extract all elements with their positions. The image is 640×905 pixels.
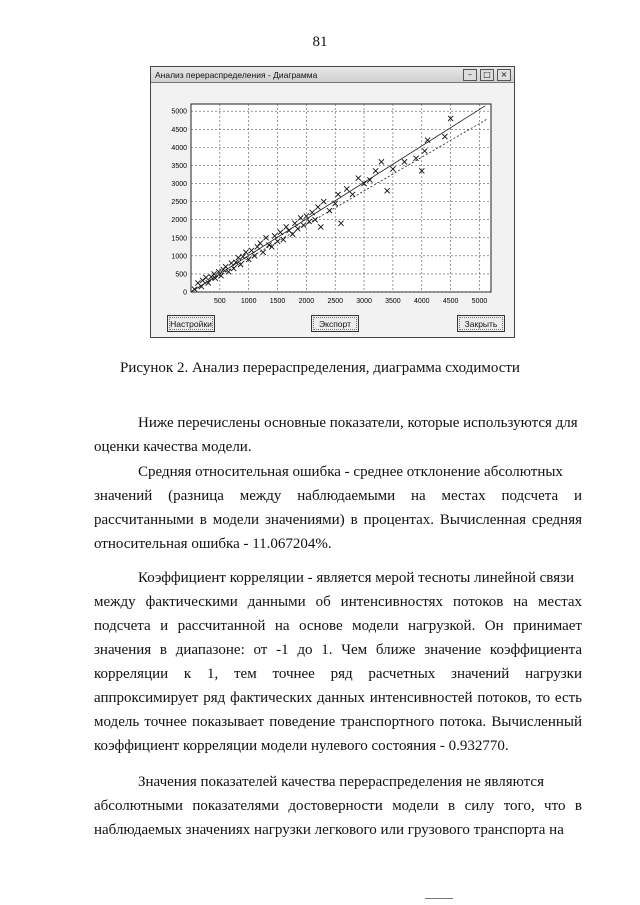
export-button[interactable]: Экспорт <box>311 315 359 332</box>
y-tick-label: 2500 <box>171 199 187 207</box>
paragraph-1-first-line: Ниже перечислены основные показатели, которые используются для <box>138 415 578 431</box>
figure-caption: Рисунок 2. Анализ перераспределения, диаграмма сходимости <box>120 360 520 376</box>
y-tick-label: 5000 <box>171 108 187 116</box>
paragraph-4 <box>94 770 582 842</box>
x-tick-label: 4000 <box>413 298 430 305</box>
y-tick-label: 3500 <box>171 162 187 170</box>
paragraph-4-first-line: Значения показателей качества перераспределения не являются <box>138 774 544 790</box>
window-title: Анализ перераспределения - Диаграмма <box>155 70 318 80</box>
maximize-icon[interactable]: □ <box>480 69 494 81</box>
page-number: 81 <box>312 34 328 50</box>
x-tick-label: 2000 <box>298 298 315 305</box>
paragraph-3-rest: между фактическими данными об интенсивностях потоков на местах подсчета и рассчитанной на основе модели нагрузкой. Он принимает значения в диапазоне: от -1 до 1. Чем ближе значение коэффициента корреляции к 1, тем точнее ряд расчетных значений нагрузки аппроксимирует ряд фактических данных интенсивностей потоков, то есть модель точнее показывает поведение транспортного потока. Вычисленный коэффициент корреляции модели нулевого состояния - 0.932770. <box>94 594 582 754</box>
close-icon[interactable]: × <box>497 69 511 81</box>
paragraph-3 <box>94 566 582 758</box>
x-tick-label: 5000 <box>471 298 488 305</box>
y-tick-label: 1500 <box>171 235 187 243</box>
y-tick-label: 2000 <box>171 217 187 225</box>
paragraph-1 <box>94 411 582 459</box>
paragraph-2-first-line: Средняя относительная ошибка - среднее отклонение абсолютных <box>138 464 563 480</box>
paragraph-4-rest: абсолютными показателями достоверности модели в силу того, что в наблюдаемых значениях нагрузки легкового или грузового транспорта на <box>94 798 582 838</box>
paragraph-2-rest: значений (разница между наблюдаемыми на местах подсчета и рассчитанными в модели значениями) в процентах. Вычисленная средняя относительная ошибка - 11.067204%. <box>94 488 582 552</box>
y-tick-label: 1000 <box>171 253 187 261</box>
x-tick-label: 1000 <box>240 298 257 305</box>
x-tick-label: 4500 <box>442 298 459 305</box>
footer-rule <box>425 898 453 899</box>
x-tick-label: 500 <box>214 298 226 305</box>
paragraph-1-rest: оценки качества модели. <box>94 439 252 455</box>
x-tick-label: 3500 <box>385 298 401 305</box>
window-titlebar[interactable] <box>151 67 514 83</box>
minimize-icon[interactable]: – <box>463 69 477 81</box>
chart-window <box>150 66 515 338</box>
paragraph-3-first-line: Коэффициент корреляции - является мерой тесноты линейной связи <box>138 570 575 586</box>
x-tick-label: 3000 <box>356 298 372 305</box>
y-tick-label: 500 <box>175 271 187 279</box>
paragraph-2 <box>94 460 582 556</box>
settings-button[interactable]: Настройки <box>167 315 215 332</box>
x-tick-label: 2500 <box>327 298 344 305</box>
close-button[interactable]: Закрыть <box>457 315 505 332</box>
y-tick-label: 4500 <box>171 126 187 134</box>
y-tick-label: 3000 <box>171 181 187 189</box>
y-tick-label: 4000 <box>171 144 187 152</box>
convergence-chart <box>151 84 514 312</box>
x-tick-label: 1500 <box>269 298 286 305</box>
y-tick-label: 0 <box>183 289 187 297</box>
